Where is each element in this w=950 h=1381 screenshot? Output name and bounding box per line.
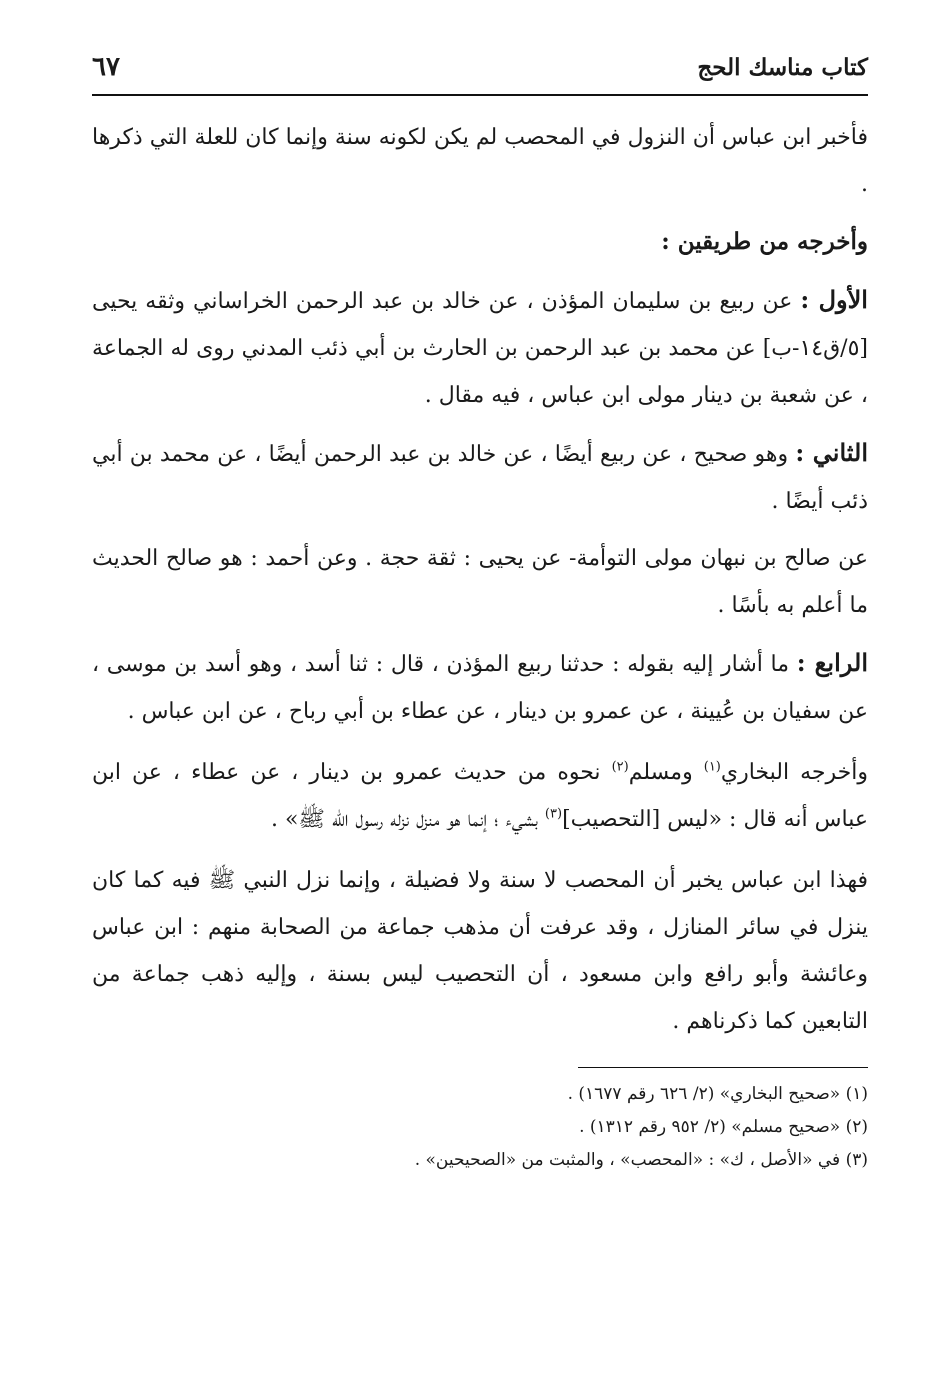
lead-word-fourth: الرابع :	[796, 648, 868, 677]
footnote-2: (٢) «صحيح مسلم» (٢/ ٩٥٢ رقم ١٣١٢) .	[579, 1117, 868, 1137]
first-path-text: عن ربيع بن سليمان المؤذن ، عن خالد بن عبد الرحمن الخراساني وثقه يحيى [٥/ق١٤-ب] عن محمد بن عبد الرحمن بن الحارث بن أبي ذئب المدني روى له الجماعة ، عن شعبة بن دينار مولى ابن عباس ، فيه مقال .	[92, 289, 868, 408]
lead-word-second: الثاني :	[795, 438, 868, 467]
page-number: ٦٧	[92, 52, 120, 82]
footnote-ref-1[interactable]: (١)	[703, 759, 721, 775]
paragraph-second-path	[92, 429, 868, 525]
paragraph-1: فأخبر ابن عباس أن النزول في المحصب لم يكن لكونه سنة وإنما كان للعلة التي ذكرها .	[92, 125, 868, 197]
hadith-text: نحوه من حديث عمرو بن دينار ، عن عطاء ، عن ابن عباس أنه قال : «ليس [التحصيب]	[92, 760, 868, 832]
second-path-text: وهو صحيح ، عن ربيع أيضًا ، عن خالد بن عبد الرحمن أيضًا ، عن محمد بن أبي ذئب أيضًا .	[92, 442, 868, 514]
book-page	[92, 52, 868, 1177]
header-rule	[92, 94, 868, 96]
fourth-text: ما أشار إليه بقوله : حدثنا ربيع المؤذن ، قال : ثنا أسد ، وهو أسد بن موسى ، عن سفيان بن عُيينة ، عن عمرو بن دينار ، عن عطاء بن أبي رباح ، عن ابن عباس .	[92, 652, 868, 724]
paragraph-conclusion: فهذا ابن عباس يخبر أن المحصب لا سنة ولا فضيلة ، وإنما نزل النبي ﷺ فيه كما كان ينزل في سائر المنازل ، وقد عرفت أن مذهب جماعة من الصحابة منهم : ابن عباس وعائشة وأبو رافع وابن مسعود ، أن التحصيب ليس بسنة ، وإليه ذهب جماعة من التابعين كما ذكرناهم .	[92, 868, 868, 1034]
section-subheading: وأخرجه من طريقين :	[661, 228, 868, 255]
footnote-ref-3[interactable]: (٣)	[544, 806, 563, 822]
paragraph-salih: عن صالح بن نبهان مولى التوأمة- عن يحيى : ثقة حجة . وعن أحمد : هو صالح الحديث ما أعلم به بأسًا .	[92, 546, 868, 618]
book-title: كتاب مناسك الحج	[697, 54, 868, 81]
footnote-1: (١) «صحيح البخاري» (٢/ ٦٢٦ رقم ١٦٧٧) .	[567, 1084, 868, 1104]
paragraph-bukhari-muslim	[92, 749, 868, 843]
lead-word-first: الأول :	[800, 285, 868, 314]
footnote-ref-2[interactable]: (٢)	[611, 759, 629, 775]
running-header	[92, 52, 868, 92]
footnotes	[92, 1078, 868, 1177]
footnote-rule	[578, 1067, 868, 1068]
bukhari-text: وأخرجه البخاري	[720, 760, 868, 785]
paragraph-fourth	[92, 639, 868, 735]
footnote-3: (٣) في «الأصل ، ك» : «المحصب» ، والمثبت من «الصحيحين» .	[414, 1150, 868, 1170]
muslim-text: ومسلم	[628, 760, 704, 785]
main-text	[92, 114, 868, 1045]
hadith-text-end: بشيء ؛ إنما هو منزل نزله رسول الله ﷺ» .	[270, 807, 545, 832]
paragraph-first-path	[92, 276, 868, 419]
